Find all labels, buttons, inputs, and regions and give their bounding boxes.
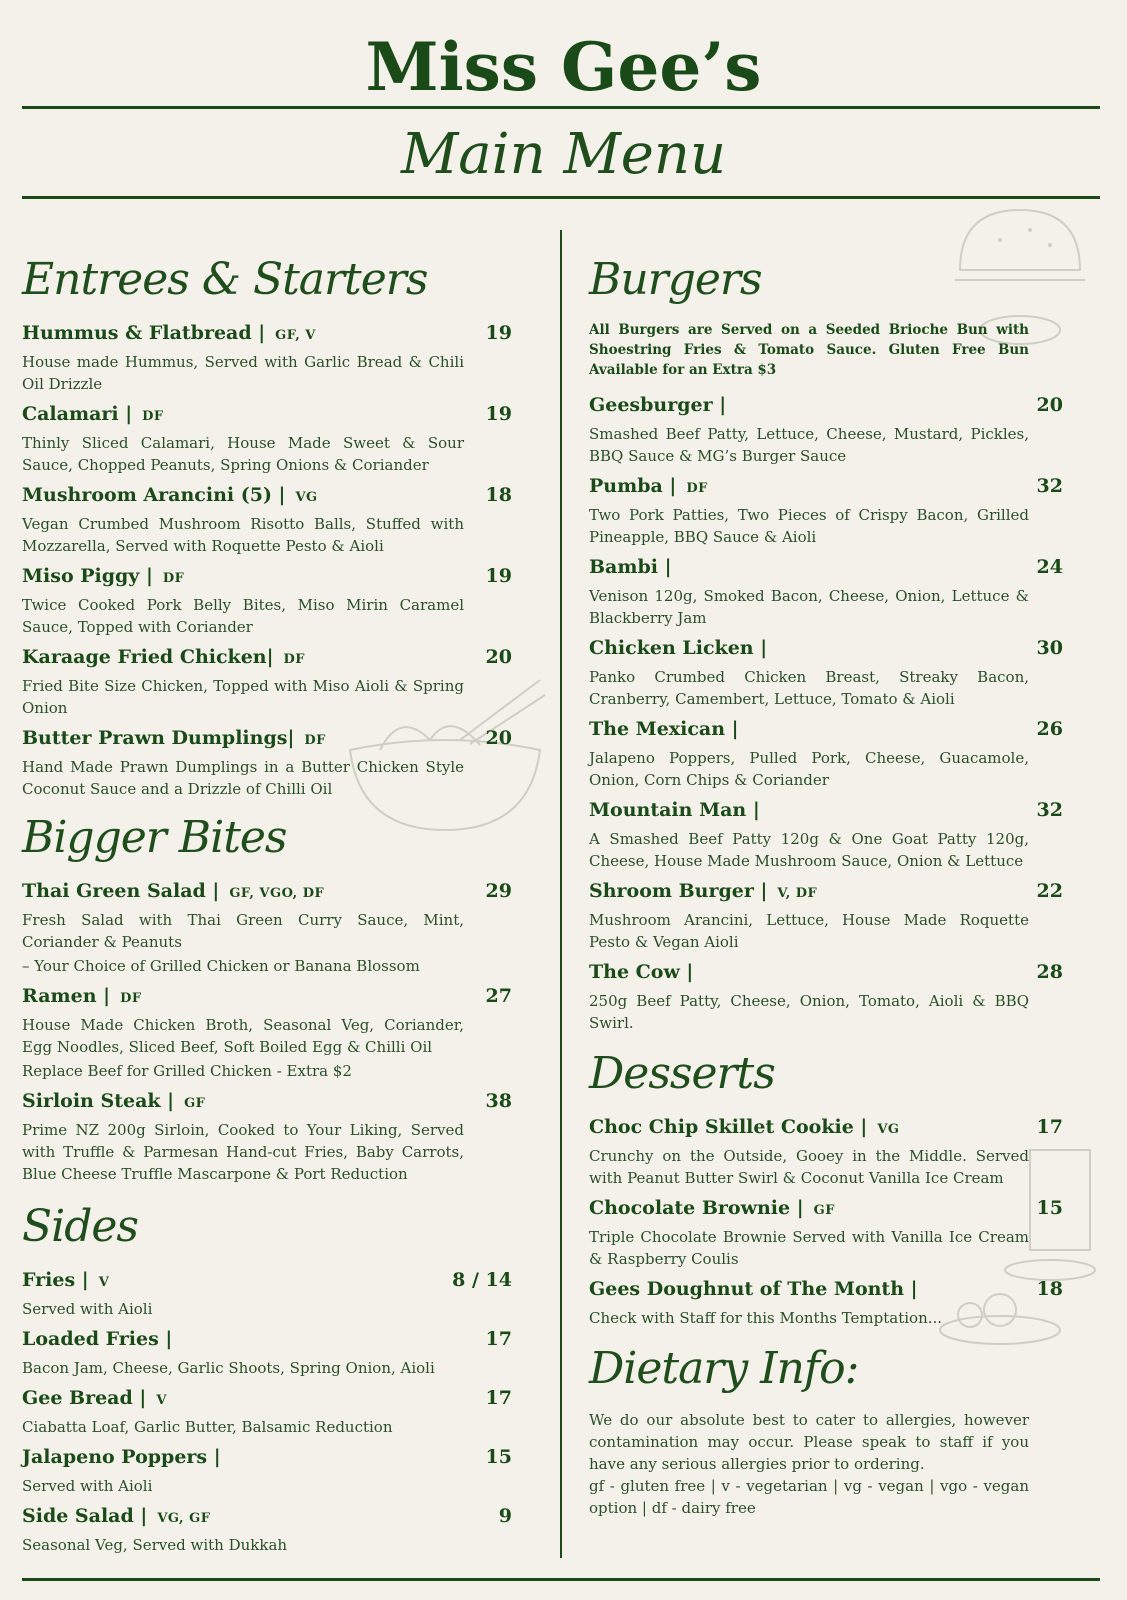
item-name: Miso Piggy | [22,565,153,587]
header-rule-bottom [22,196,1100,199]
item-description: Twice Cooked Pork Belly Bites, Miso Mirin Caramel Sauce, Topped with Coriander [22,596,464,636]
section-title-dietary: Dietary Info: [589,1343,859,1394]
item-price: 27 [485,985,512,1007]
item-name: The Cow | [589,961,694,983]
item-description: A Smashed Beef Patty 120g & One Goat Patty 120g, Cheese, House Made Mushroom Sauce, Onion & Lettuce [589,830,1029,870]
left-column [22,250,512,1562]
menu-item [22,563,512,638]
menu-item [22,1267,512,1320]
dietary-tags: VG [877,1122,900,1137]
right-column [589,250,1063,1519]
dietary-tags: GF [184,1096,206,1111]
item-name: Mountain Man | [589,799,760,821]
sides-list [22,1267,512,1556]
item-price: 30 [1036,637,1063,659]
menu-item [589,716,1063,791]
item-description-extra: Replace Beef for Grilled Chicken - Extra $2 [22,1062,352,1080]
item-price: 15 [1036,1197,1063,1219]
menu-item [22,983,512,1082]
section-title-desserts: Desserts [589,1048,775,1099]
menu-item [22,878,512,977]
item-name: Thai Green Salad | [22,880,220,902]
item-name: Mushroom Arancini (5) | [22,484,286,506]
item-price: 18 [485,484,512,506]
item-description: Panko Crumbed Chicken Breast, Streaky Bacon, Cranberry, Camembert, Lettuce, Tomato & Aioli [589,668,1029,708]
section-title-entrees: Entrees & Starters [22,254,428,305]
item-name: Choc Chip Skillet Cookie | [589,1116,868,1138]
item-name: Hummus & Flatbread | [22,322,266,344]
item-price: 28 [1036,961,1063,983]
entrees-list [22,320,512,800]
item-price: 15 [485,1446,512,1468]
section-title-bigger-bites: Bigger Bites [22,812,287,863]
item-price: 26 [1036,718,1063,740]
menu-item [22,1326,512,1379]
item-price: 32 [1036,475,1063,497]
item-name: Geesburger | [589,394,727,416]
item-name: Sirloin Steak | [22,1090,175,1112]
item-description: Fried Bite Size Chicken, Topped with Miso Aioli & Spring Onion [22,677,464,717]
bigger-bites-list [22,878,512,1185]
menu-item [589,797,1063,872]
menu-item [22,320,512,395]
item-name: Loaded Fries | [22,1328,173,1350]
item-price: 19 [485,322,512,344]
item-price: 29 [485,880,512,902]
dietary-tags: VG [295,490,318,505]
item-price: 19 [485,565,512,587]
item-description: Ciabatta Loaf, Garlic Butter, Balsamic Reduction [22,1418,393,1436]
dietary-tags: DF [162,571,185,586]
item-name: Chicken Licken | [589,637,768,659]
item-description: House made Hummus, Served with Garlic Bread & Chili Oil Drizzle [22,353,464,393]
item-price: 20 [1036,394,1063,416]
item-description: Fresh Salad with Thai Green Curry Sauce, Mint, Coriander & Peanuts [22,911,464,951]
item-description: Triple Chocolate Brownie Served with Vanilla Ice Cream & Raspberry Coulis [589,1228,1029,1268]
item-description: Jalapeno Poppers, Pulled Pork, Cheese, Guacamole, Onion, Corn Chips & Coriander [589,749,1029,789]
item-name: Butter Prawn Dumplings| [22,727,295,749]
item-name: The Mexican | [589,718,739,740]
item-price: 17 [1036,1116,1063,1138]
item-name: Chocolate Brownie | [589,1197,804,1219]
item-name: Jalapeno Poppers | [22,1446,221,1468]
item-price: 18 [1036,1278,1063,1300]
menu-item [589,1276,1063,1329]
section-title-sides: Sides [22,1201,138,1252]
menu-item [589,635,1063,710]
item-description: Served with Aioli [22,1477,153,1495]
item-description: Venison 120g, Smoked Bacon, Cheese, Onion, Lettuce & Blackberry Jam [589,587,1029,627]
dietary-tags: V [156,1393,167,1408]
dietary-tags: DF [142,409,164,424]
dietary-tags: GF, VGO, DF [229,886,325,901]
menu-subtitle: Main Menu [400,122,727,187]
dietary-tags: GF, V [275,328,316,343]
dietary-tags: V [98,1275,110,1290]
item-price: 32 [1036,799,1063,821]
item-name: Shroom Burger | [589,880,768,902]
restaurant-title: Miss Gee’s [365,28,762,106]
menu-item [22,644,512,719]
menu-item [589,554,1063,629]
item-name: Ramen | [22,985,111,1007]
item-price: 17 [485,1387,512,1409]
item-price: 20 [485,646,512,668]
menu-item [22,725,512,800]
item-description: Thinly Sliced Calamari, House Made Sweet & Sour Sauce, Chopped Peanuts, Spring Onions & Coriander [22,434,464,474]
dietary-info-text: We do our absolute best to cater to allergies, however contamination may occur. Please speak to staff if you have any serious allergies prior to ordering. [589,1411,1029,1473]
item-price: 38 [485,1090,512,1112]
item-description: Served with Aioli [22,1300,153,1318]
menu-item [589,473,1063,548]
menu-item [589,1195,1063,1270]
item-description: Bacon Jam, Cheese, Garlic Shoots, Spring Onion, Aioli [22,1359,435,1377]
item-price: 24 [1036,556,1063,578]
item-name: Gee Bread | [22,1387,147,1409]
header-rule-top [22,106,1100,109]
dietary-tags: V, DF [777,886,818,901]
item-price: 8 / 14 [452,1269,512,1291]
item-description: Vegan Crumbed Mushroom Risotto Balls, Stuffed with Mozzarella, Served with Roquette Pesto & Aioli [22,515,464,555]
burgers-list [589,392,1063,1034]
burgers-note: All Burgers are Served on a Seeded Brioche Bun with Shoestring Fries & Tomato Sauce. Gluten Free Bun Available for an Extra $3 [589,322,1029,378]
section-title-burgers: Burgers [589,254,762,305]
item-name: Gees Doughnut of The Month | [589,1278,918,1300]
item-description: 250g Beef Patty, Cheese, Onion, Tomato, Aioli & BBQ Swirl. [589,992,1029,1032]
item-description: Crunchy on the Outside, Gooey in the Middle. Served with Peanut Butter Swirl & Coconut Vanilla Ice Cream [589,1147,1029,1187]
item-name: Pumba | [589,475,677,497]
item-price: 22 [1036,880,1063,902]
menu-item [589,878,1063,953]
menu-item [22,1444,512,1497]
item-description: Mushroom Arancini, Lettuce, House Made Roquette Pesto & Vegan Aioli [589,911,1029,951]
menu-item [22,482,512,557]
dietary-tags: VG, GF [157,1511,211,1526]
dietary-tags: GF [813,1203,835,1218]
item-price: 20 [485,727,512,749]
item-description: Prime NZ 200g Sirloin, Cooked to Your Liking, Served with Truffle & Parmesan Hand-cut Fries, Baby Carrots, Blue Cheese Truffle Mascarpone & Port Reduction [22,1121,464,1183]
item-description: Two Pork Patties, Two Pieces of Crispy Bacon, Grilled Pineapple, BBQ Sauce & Aioli [589,506,1029,546]
item-description: House Made Chicken Broth, Seasonal Veg, Coriander, Egg Noodles, Sliced Beef, Soft Boiled Egg & Chilli Oil [22,1016,464,1056]
item-name: Calamari | [22,403,133,425]
item-price: 9 [498,1505,512,1527]
menu-item [589,392,1063,467]
dietary-tags: DF [283,652,306,667]
item-description: Seasonal Veg, Served with Dukkah [22,1536,288,1554]
item-description: Hand Made Prawn Dumplings in a Butter Chicken Style Coconut Sauce and a Drizzle of Chilli Oil [22,758,464,798]
dietary-tags: DF [304,733,326,748]
desserts-list [589,1114,1063,1329]
item-name: Bambi | [589,556,672,578]
item-name: Karaage Fried Chicken| [22,646,274,668]
item-name: Fries | [22,1269,89,1291]
item-description: Smashed Beef Patty, Lettuce, Cheese, Mustard, Pickles, BBQ Sauce & MG’s Burger Sauce [589,425,1029,465]
dietary-tags: DF [686,481,708,496]
item-price: 19 [485,403,512,425]
item-description: Check with Staff for this Months Temptation... [589,1309,943,1327]
menu-item [22,1385,512,1438]
dietary-tags: DF [120,991,142,1006]
footer-rule [22,1578,1100,1581]
item-name: Side Salad | [22,1505,148,1527]
item-price: 17 [485,1328,512,1350]
menu-item [22,401,512,476]
menu-item [22,1088,512,1185]
column-divider [560,230,562,1558]
item-description-extra: – Your Choice of Grilled Chicken or Banana Blossom [22,957,420,975]
menu-item [589,1114,1063,1189]
menu-item [589,959,1063,1034]
dietary-legend: gf - gluten free | v - vegetarian | vg - vegan | vgo - vegan option | df - dairy free [589,1477,1029,1517]
menu-item [22,1503,512,1556]
